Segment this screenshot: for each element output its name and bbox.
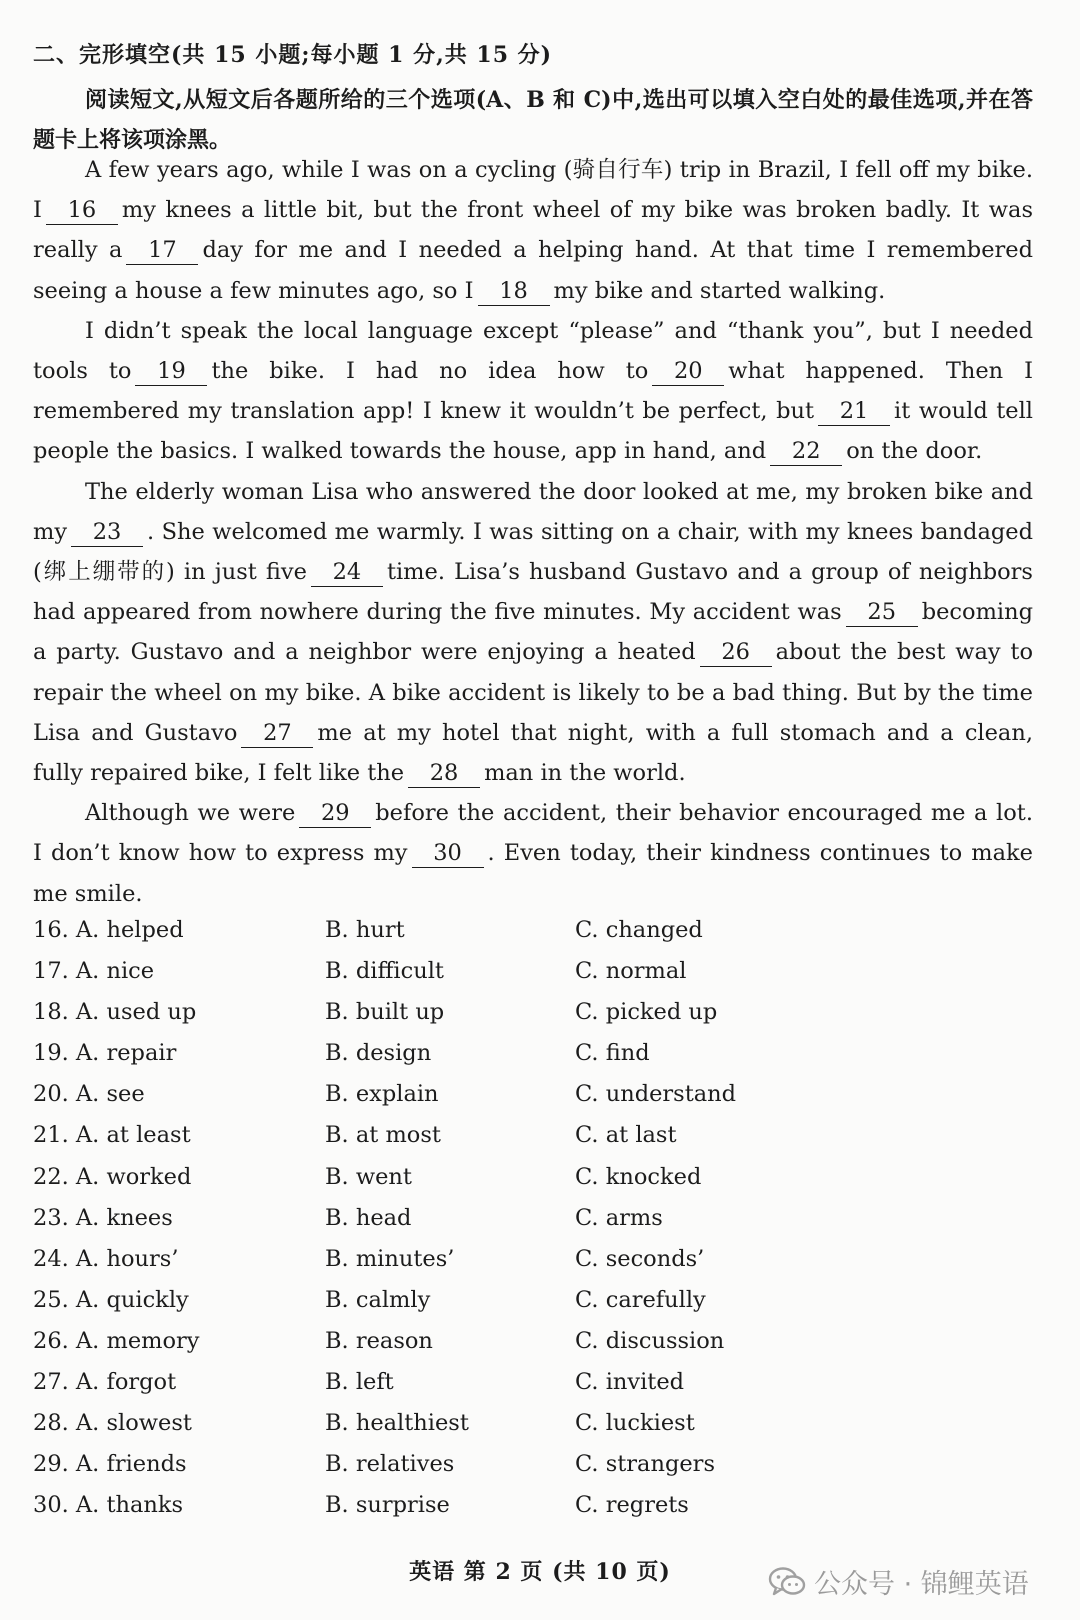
option-a: 23. A. knees [33,1204,173,1231]
blank-26: 26 [700,638,772,667]
option-a: 24. A. hours’ [33,1245,179,1272]
paragraph-3 [33,472,1033,794]
blank-17: 17 [126,236,198,265]
blank-19: 19 [135,357,207,386]
passage-text: my bike and started walking. [553,277,886,304]
option-c: C. seconds’ [575,1245,705,1272]
option-b: B. design [325,1040,432,1067]
option-row-17 [33,958,933,999]
passage-text: the bike. I had no idea how to [211,358,649,385]
passage-text: A few years ago, while I was on a cycling (骑自行车) trip in Brazil, I fell off my bike. I [33,157,1033,224]
option-c: C. changed [575,917,703,943]
option-b: B. left [325,1369,394,1396]
option-a: 27. A. forgot [33,1369,177,1396]
blank-22: 22 [770,437,842,466]
option-row-26 [33,1328,933,1369]
option-c: C. arms [575,1204,663,1231]
option-b: B. built up [325,999,445,1026]
page-footer: 英语 第 2 页 (共 10 页) [409,1559,671,1585]
option-row-29 [33,1451,933,1492]
passage-text: man in the world. [484,760,686,787]
option-row-28 [33,1410,933,1451]
option-c: C. understand [575,1081,737,1108]
blank-20: 20 [652,357,724,386]
option-c: C. normal [575,958,687,985]
option-a: 26. A. memory [33,1327,200,1354]
passage-text: . Even today, their kindness continues to make me smile. [33,840,1033,907]
option-b: B. at most [325,1122,441,1149]
option-row-22 [33,1164,933,1205]
option-b: B. difficult [325,958,444,985]
option-a: 21. A. at least [33,1122,191,1149]
instructions: 阅读短文,从短文后各题所给的三个选项(A、B 和 C)中,选出可以填入空白处的最佳选项,并在答题卡上将该项涂黑。 [33,87,1033,153]
blank-24: 24 [311,558,383,587]
option-row-19 [33,1040,933,1081]
blank-25: 25 [846,598,918,627]
option-c: C. at last [575,1122,677,1149]
passage-text: my knees a little bit, but the front wheel of my bike was broken badly. It was really a [33,197,1033,264]
option-row-16 [33,917,933,958]
paragraph-1 [33,150,1033,311]
answer-options [33,917,933,1533]
option-c: C. strangers [575,1451,715,1478]
passage-text: what happened. Then I remembered my translation app! I knew it wouldn’t be perfect, but [33,358,1033,425]
blank-16: 16 [46,196,118,225]
option-a: 30. A. thanks [33,1492,184,1519]
option-row-18 [33,999,933,1040]
option-b: B. surprise [325,1492,450,1519]
option-row-20 [33,1081,933,1122]
blank-21: 21 [818,397,890,426]
option-c: C. invited [575,1369,685,1396]
option-c: C. picked up [575,999,718,1026]
option-a: 17. A. nice [33,958,155,985]
passage-text: time. Lisa’s husband Gustavo and a group of neighbors had appeared from nowhere during the five minutes. My accident was [33,559,1033,626]
option-row-23 [33,1205,933,1246]
option-a: 20. A. see [33,1081,145,1108]
blank-23: 23 [71,518,143,547]
section-title: 二、完形填空(共 15 小题;每小题 1 分,共 15 分) [33,42,553,68]
passage-text: Although we were [85,800,296,827]
blank-28: 28 [408,759,480,788]
option-a: 25. A. quickly [33,1286,189,1313]
wechat-icon [768,1567,806,1597]
option-c: C. luckiest [575,1410,695,1437]
passage-text: before the accident, their behavior encouraged me a lot. I don’t know how to express my [33,800,1033,867]
option-c: C. discussion [575,1327,725,1354]
option-row-21 [33,1122,933,1163]
option-c: C. regrets [575,1492,689,1519]
option-b: B. relatives [325,1451,455,1478]
blank-29: 29 [299,799,371,828]
blank-18: 18 [478,277,550,306]
option-a: 22. A. worked [33,1163,192,1190]
watermark [768,1562,1029,1601]
option-c: C. knocked [575,1163,702,1190]
option-a: 18. A. used up [33,999,197,1026]
option-c: C. find [575,1040,650,1067]
option-a: 19. A. repair [33,1040,177,1067]
cloze-passage [33,150,1033,914]
option-c: C. carefully [575,1286,706,1313]
option-a: 16. A. helped [33,917,184,943]
paragraph-2 [33,311,1033,472]
option-a: 29. A. friends [33,1451,187,1478]
passage-text: on the door. [846,438,983,465]
watermark-text: 公众号 · 锦鲤英语 [814,1569,1029,1600]
paragraph-4 [33,793,1033,914]
passage-text: it would tell people the basics. I walked towards the house, app in hand, and [33,398,1034,465]
option-row-25 [33,1287,933,1328]
option-b: B. minutes’ [325,1245,455,1272]
passage-text: becoming a party. Gustavo and a neighbor were enjoying a heated [33,599,1033,666]
passage-text: day for me and I needed a helping hand. At that time I remembered seeing a house a few minutes ago, so I [33,237,1034,304]
option-b: B. explain [325,1081,439,1108]
blank-30: 30 [412,839,484,868]
blank-27: 27 [241,719,313,748]
option-row-30 [33,1492,933,1533]
option-b: B. went [325,1163,412,1190]
option-row-27 [33,1369,933,1410]
option-b: B. reason [325,1327,433,1354]
passage-text: The elderly woman Lisa who answered the door looked at me, my broken bike and my [33,478,1033,545]
passage-text: me at my hotel that night, with a full stomach and a clean, fully repaired bike, I felt like the [33,719,1033,787]
option-a: 28. A. slowest [33,1410,192,1437]
passage-text: I didn’t speak the local language except “please” and “thank you”, but I needed tools to [33,317,1033,385]
option-b: B. calmly [325,1286,431,1313]
passage-text: about the best way to repair the wheel on my bike. A bike accident is likely to be a bad thing. But by the time Lisa and Gustavo [33,639,1033,746]
passage-text: . She welcomed me warmly. I was sitting on a chair, with my knees bandaged (绑上绷带的) in just five [33,518,1033,586]
option-b: B. hurt [325,917,405,943]
option-b: B. healthiest [325,1410,469,1437]
option-row-24 [33,1246,933,1287]
option-b: B. head [325,1204,412,1231]
